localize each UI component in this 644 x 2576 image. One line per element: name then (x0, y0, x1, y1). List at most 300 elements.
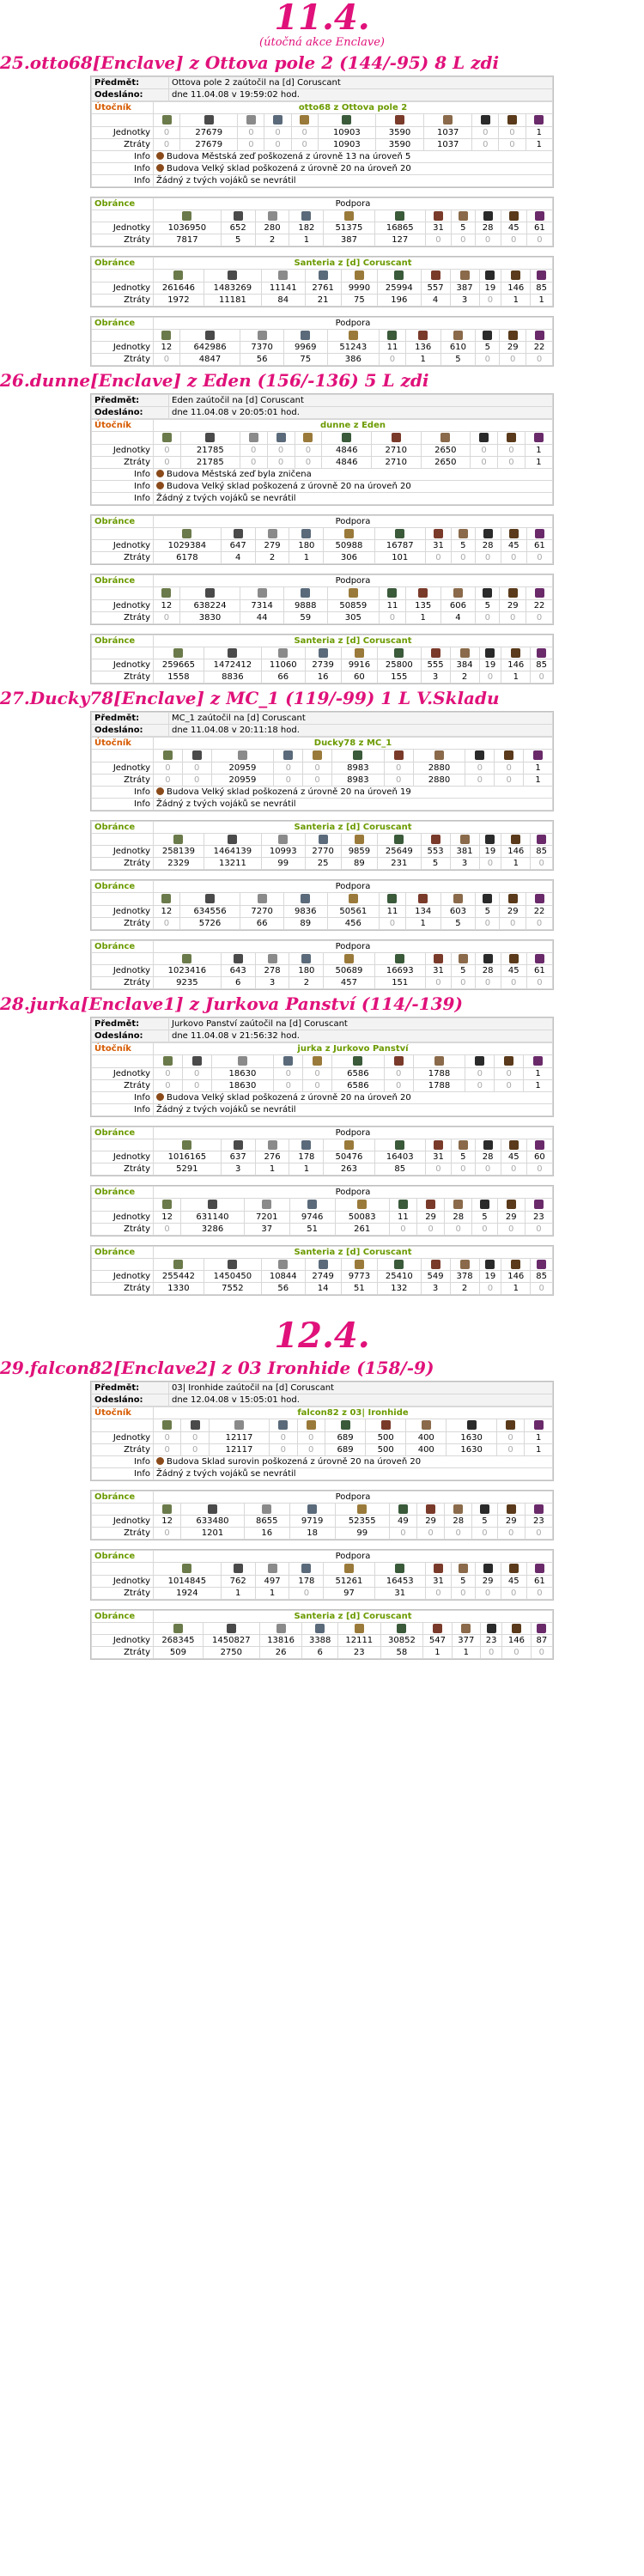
value-row (92, 456, 553, 468)
value-cell: 31 (425, 222, 451, 234)
unit-icon-cell (440, 587, 476, 600)
value-cell: 3 (255, 977, 289, 989)
unit-icon (509, 954, 519, 963)
value-cell: 0 (471, 444, 498, 456)
unit-icon-cell (472, 1199, 497, 1212)
unit-icon-cell (305, 833, 341, 846)
value-cell: 0 (264, 138, 291, 150)
value-cell: 1037 (424, 138, 472, 150)
unit-icon (381, 1420, 391, 1430)
unit-icon-cell (405, 893, 440, 906)
unit-icon (234, 529, 243, 538)
icon-row-spacer (92, 952, 154, 965)
unit-icon (355, 1624, 364, 1633)
value-cell: 151 (374, 977, 425, 989)
unit-icon-cell (261, 647, 305, 659)
value-cell: 0 (240, 444, 267, 456)
defender-head (92, 821, 553, 833)
unit-icon (453, 894, 463, 903)
value-cell: 1788 (413, 1079, 465, 1091)
value-cell: 0 (264, 126, 291, 138)
defender-name: Podpora (154, 317, 553, 329)
defender-table (91, 1127, 553, 1176)
unit-icon (355, 648, 364, 658)
value-cell: 0 (499, 126, 526, 138)
info-label: Info (92, 1455, 154, 1467)
sent-value: dne 11.04.08 v 19:59:02 hod. (169, 89, 553, 101)
defender-block (90, 514, 554, 566)
icon-row-spacer (92, 893, 154, 906)
value-cell: 0 (526, 977, 552, 989)
unit-icon (485, 648, 495, 658)
value-cell: 51261 (324, 1575, 374, 1587)
unit-icon-cell (524, 1055, 553, 1068)
unit-icon-cell (500, 587, 526, 600)
value-cell: 2710 (371, 456, 421, 468)
defender-head (92, 881, 553, 893)
value-cell: 0 (501, 234, 526, 246)
unit-icon-cell (425, 1563, 451, 1576)
value-cell: 0 (182, 1079, 211, 1091)
value-cell: 21785 (180, 444, 240, 456)
value-cell: 75 (283, 354, 327, 366)
unit-icon (433, 1624, 442, 1633)
value-cell: 22 (526, 599, 553, 611)
value-cell: 0 (154, 1443, 181, 1455)
info-text: Budova Velký sklad poškozená z úrovně 20 na úroveň 19 (154, 786, 553, 798)
info-label: Info (92, 162, 154, 174)
report-title: 26.dunne[Enclave] z Eden (156/-136) 5 L zdi (0, 370, 429, 391)
value-cell: 196 (378, 294, 422, 306)
defender-table (91, 257, 553, 307)
value-cell: 377 (452, 1635, 480, 1647)
value-cell: 37 (244, 1223, 289, 1235)
value-cell: 29 (475, 1575, 501, 1587)
value-cell: 0 (274, 1079, 303, 1091)
value-cell: 18630 (211, 1079, 274, 1091)
unit-icon-cell (389, 1199, 416, 1212)
unit-icon-cell (378, 833, 422, 846)
value-cell: 1036950 (154, 222, 222, 234)
value-cell: 20959 (211, 774, 274, 786)
value-cell: 0 (303, 1079, 332, 1091)
unit-icon (535, 529, 544, 538)
value-cell: 51243 (327, 342, 380, 354)
unit-icon (173, 648, 183, 658)
info-label: Info (92, 1467, 154, 1479)
unit-icon (485, 1260, 495, 1269)
defender-head (92, 940, 553, 952)
sent-label: Odesláno: (92, 1394, 169, 1406)
building-icon (156, 482, 164, 489)
unit-icon (344, 529, 354, 538)
value-cell: 547 (423, 1635, 452, 1647)
unit-icon-cell (413, 750, 465, 762)
row-label: Ztráty (92, 1079, 154, 1091)
value-cell: 31 (374, 1587, 425, 1599)
defender-block (90, 1490, 554, 1541)
unit-icon (182, 1564, 191, 1573)
value-cell: 0 (525, 1223, 552, 1235)
row-label: Ztráty (92, 1223, 154, 1235)
unit-icon (246, 115, 256, 125)
unit-icon-cell (495, 1055, 524, 1068)
unit-icon-cell (501, 1563, 526, 1576)
unit-icon (535, 588, 544, 598)
attacker-name: Ducky78 z MC_1 (154, 738, 553, 750)
value-cell: 1 (524, 1067, 553, 1079)
unit-icon-cell (261, 270, 305, 283)
unit-icon-cell (389, 1503, 416, 1516)
value-cell: 1 (501, 671, 531, 683)
defender-name: Podpora (154, 515, 553, 527)
unit-icon-cell (531, 833, 553, 846)
value-cell: 0 (238, 138, 264, 150)
subject-value: Jurkovo Panství zaútočil na [d] Coruscant (169, 1018, 553, 1030)
value-cell: 0 (425, 977, 451, 989)
value-cell: 18 (289, 1528, 335, 1540)
unit-icon-cell (244, 1503, 289, 1516)
defender-name: Santeria z [d] Coruscant (154, 1246, 553, 1258)
unit-icon-cell (378, 270, 422, 283)
unit-icon-cell (421, 270, 450, 283)
unit-icon-cell (154, 1199, 181, 1212)
value-cell: 0 (476, 354, 500, 366)
unit-icon-cell (327, 587, 380, 600)
icon-row (92, 833, 553, 846)
value-cell: 0 (476, 917, 500, 929)
unit-icon (535, 954, 544, 963)
value-cell: 0 (154, 444, 181, 456)
value-cell: 10903 (318, 138, 375, 150)
unit-icon-cell (479, 270, 501, 283)
value-cell: 25 (305, 858, 341, 870)
value-row (92, 1528, 553, 1540)
report-header (90, 393, 554, 506)
row-label: Ztráty (92, 294, 154, 306)
value-cell: 11181 (204, 294, 261, 306)
value-cell: 557 (421, 282, 450, 294)
info-text: Budova Velký sklad poškozená z úrovně 20 na úroveň 20 (154, 1091, 553, 1103)
value-cell: 9859 (341, 846, 377, 858)
value-cell: 1 (405, 611, 440, 623)
subject-row (92, 1018, 553, 1030)
unit-icon (349, 588, 358, 598)
value-cell: 1330 (154, 1283, 204, 1295)
value-cell: 4 (440, 611, 476, 623)
unit-icon (453, 331, 463, 340)
value-cell: 0 (501, 977, 526, 989)
unit-icon-cell (295, 432, 322, 445)
unit-icon (394, 1260, 404, 1269)
unit-icon-cell (421, 1258, 450, 1271)
value-cell: 0 (497, 1223, 525, 1235)
row-label: Jednotky (92, 905, 154, 917)
unit-icon (434, 954, 443, 963)
sent-row (92, 407, 553, 419)
unit-icon-cell (526, 527, 552, 540)
sent-row (92, 1030, 553, 1042)
unit-icon (507, 433, 516, 442)
value-cell: 4846 (322, 456, 372, 468)
unit-icon-cell (154, 329, 180, 342)
unit-icon (191, 1420, 200, 1430)
unit-icon-cell (327, 893, 380, 906)
unit-icon (426, 1504, 435, 1514)
unit-icon-cell (425, 210, 451, 222)
value-cell: 5 (221, 234, 255, 246)
row-label: Ztráty (92, 354, 154, 366)
unit-icon (182, 211, 191, 221)
row-label: Jednotky (92, 1575, 154, 1587)
unit-icon-cell (501, 210, 526, 222)
unit-icon (475, 1056, 484, 1066)
value-row (92, 1516, 553, 1528)
value-cell: 134 (405, 905, 440, 917)
unit-icon-cell (475, 527, 501, 540)
icon-row-spacer (92, 750, 154, 762)
value-cell: 16403 (374, 1151, 425, 1163)
unit-icon (504, 1056, 513, 1066)
value-cell: 0 (526, 1163, 552, 1176)
info-text: Budova Městská zeď byla zničena (154, 468, 553, 480)
unit-icon-cell (325, 1419, 365, 1432)
value-cell: 0 (475, 977, 501, 989)
unit-icon (508, 894, 518, 903)
value-cell: 50083 (335, 1211, 389, 1223)
value-cell: 9719 (289, 1516, 335, 1528)
unit-icon (353, 1056, 362, 1066)
value-cell: 9888 (283, 599, 327, 611)
unit-icon (394, 835, 404, 844)
info-text: Budova Velký sklad poškozená z úrovně 20 na úroveň 20 (154, 162, 553, 174)
icon-row (92, 114, 553, 127)
sent-label: Odesláno: (92, 89, 169, 101)
unit-icon (313, 1056, 322, 1066)
unit-icon-cell (154, 833, 204, 846)
value-cell: 3 (450, 294, 479, 306)
value-cell: 500 (366, 1443, 406, 1455)
value-cell: 45 (501, 222, 526, 234)
unit-icon-cell (475, 1563, 501, 1576)
value-cell: 1 (525, 1443, 553, 1455)
unit-icon (440, 433, 450, 442)
unit-icon-cell (255, 210, 289, 222)
header-table (91, 1018, 553, 1042)
value-cell: 5 (476, 599, 500, 611)
unit-icon (268, 954, 277, 963)
value-cell: 2650 (421, 444, 471, 456)
unit-icon (301, 588, 310, 598)
unit-icon (307, 1200, 317, 1209)
unit-icon (349, 894, 358, 903)
unit-icon (453, 1200, 463, 1209)
value-cell: 1 (405, 917, 440, 929)
unit-icon-cell (526, 210, 552, 222)
row-label: Jednotky (92, 1271, 154, 1283)
value-cell: 19 (479, 282, 501, 294)
unit-icon-cell (221, 1563, 255, 1576)
value-cell: 146 (501, 282, 531, 294)
sent-value: dne 12.04.08 v 15:05:01 hod. (169, 1394, 553, 1406)
unit-icon (504, 750, 513, 760)
icon-row-spacer (92, 1258, 154, 1271)
unit-icon (278, 835, 288, 844)
value-cell: 0 (531, 858, 553, 870)
value-cell: 31 (425, 1575, 451, 1587)
unit-icon-cell (154, 1503, 181, 1516)
info-text: Žádný z tvých vojáků se nevrátil (154, 174, 553, 186)
info-row (92, 798, 553, 810)
unit-icon-cell (425, 1139, 451, 1151)
unit-icon (534, 1420, 544, 1430)
defender-head (92, 258, 553, 270)
unit-icon-cell (406, 1419, 447, 1432)
value-cell: 10844 (261, 1271, 305, 1283)
battle-report (90, 393, 554, 684)
unit-icon (387, 588, 397, 598)
value-cell: 5 (472, 1516, 497, 1528)
unit-icon-cell (384, 1055, 413, 1068)
unit-icon-cell (475, 952, 501, 965)
row-label: Jednotky (92, 342, 154, 354)
building-icon (156, 1093, 164, 1101)
unit-icon-cell (154, 893, 180, 906)
icon-row (92, 1258, 553, 1271)
value-cell: 1 (423, 1647, 452, 1659)
value-cell: 9836 (283, 905, 327, 917)
value-cell: 45 (501, 540, 526, 552)
value-cell: 0 (182, 1067, 211, 1079)
value-cell: 0 (154, 1528, 181, 1540)
value-cell: 0 (495, 762, 524, 774)
value-cell: 0 (472, 138, 499, 150)
value-cell: 0 (465, 1067, 495, 1079)
value-row (92, 858, 553, 870)
unit-icon (228, 270, 237, 280)
defender-head (92, 197, 553, 210)
unit-icon-cell (450, 270, 479, 283)
unit-icon (431, 270, 440, 280)
value-cell: 44 (240, 611, 284, 623)
value-cell: 4846 (322, 444, 372, 456)
value-cell: 1 (452, 1647, 480, 1659)
value-cell: 0 (416, 1223, 444, 1235)
value-row (92, 1431, 553, 1443)
value-cell: 231 (378, 858, 422, 870)
unit-icon-cell (182, 1055, 211, 1068)
unit-icon-cell (240, 329, 284, 342)
value-row (92, 282, 553, 294)
value-cell: 178 (289, 1151, 324, 1163)
unit-icon (301, 331, 310, 340)
unit-icon-cell (240, 587, 284, 600)
value-cell: 603 (440, 905, 476, 917)
value-cell: 0 (425, 1163, 451, 1176)
value-cell: 0 (240, 456, 267, 468)
unit-icon-cell (526, 587, 553, 600)
value-row (92, 1271, 553, 1283)
defender-name: Santeria z [d] Coruscant (154, 258, 553, 270)
icon-row-spacer (92, 1419, 154, 1432)
unit-icon-cell (283, 329, 327, 342)
unit-icon (205, 894, 215, 903)
value-cell: 146 (501, 846, 531, 858)
unit-icon-cell (204, 270, 261, 283)
row-label: Ztráty (92, 774, 154, 786)
icon-row (92, 1563, 553, 1576)
row-label: Ztráty (92, 1528, 154, 1540)
unit-icon-cell (452, 1563, 475, 1576)
unit-icon-cell (154, 1419, 181, 1432)
unit-icon (394, 1056, 404, 1066)
subject-label: Předmět: (92, 713, 169, 725)
unit-icon (205, 331, 215, 340)
icon-row-spacer (92, 1503, 154, 1516)
value-row (92, 138, 553, 150)
unit-icon-cell (445, 1503, 472, 1516)
unit-icon-cell (238, 114, 264, 127)
value-cell: 378 (450, 1271, 479, 1283)
unit-icon (161, 588, 171, 598)
defender-label: Obránce (92, 635, 154, 647)
unit-icon (276, 433, 286, 442)
unit-icon (534, 1200, 544, 1209)
unit-icon-cell (450, 1258, 479, 1271)
row-label: Ztráty (92, 234, 154, 246)
unit-icon (344, 1564, 354, 1573)
value-cell: 3 (221, 1163, 255, 1176)
unit-icon-cell (289, 1139, 324, 1151)
value-cell: 259665 (154, 659, 204, 671)
unit-icon (315, 1624, 325, 1633)
value-cell: 1630 (447, 1431, 497, 1443)
value-cell: 2770 (305, 846, 341, 858)
value-cell: 9916 (341, 659, 377, 671)
icon-row-spacer (92, 210, 154, 222)
unit-icon (535, 1140, 544, 1150)
unit-icon-cell (335, 1503, 389, 1516)
row-label: Jednotky (92, 1211, 154, 1223)
unit-icon (268, 1140, 277, 1150)
value-row (92, 1151, 553, 1163)
value-cell: 60 (526, 1151, 552, 1163)
unit-icon-cell (291, 114, 318, 127)
value-cell: 305 (327, 611, 380, 623)
defender-label: Obránce (92, 1551, 154, 1563)
value-cell: 0 (182, 774, 211, 786)
unit-icon-cell (305, 1258, 341, 1271)
sent-row (92, 725, 553, 737)
unit-icon-cell (331, 750, 384, 762)
unit-icon (508, 331, 518, 340)
value-cell: 7314 (240, 599, 284, 611)
info-text: Žádný z tvých vojáků se nevrátil (154, 1467, 553, 1479)
icon-row-spacer (92, 587, 154, 600)
unit-icon (511, 1260, 520, 1269)
value-cell: 12 (154, 342, 180, 354)
unit-icon (341, 1420, 350, 1430)
value-cell: 12117 (209, 1431, 269, 1443)
value-cell: 11 (389, 1211, 416, 1223)
unit-icon-cell (154, 750, 183, 762)
unit-icon-cell (264, 114, 291, 127)
subject-label: Předmět: (92, 77, 169, 89)
unit-icon-cell (499, 114, 526, 127)
unit-icon-cell (416, 1503, 444, 1516)
unit-icon (344, 1140, 354, 1150)
row-label: Jednotky (92, 1635, 154, 1647)
